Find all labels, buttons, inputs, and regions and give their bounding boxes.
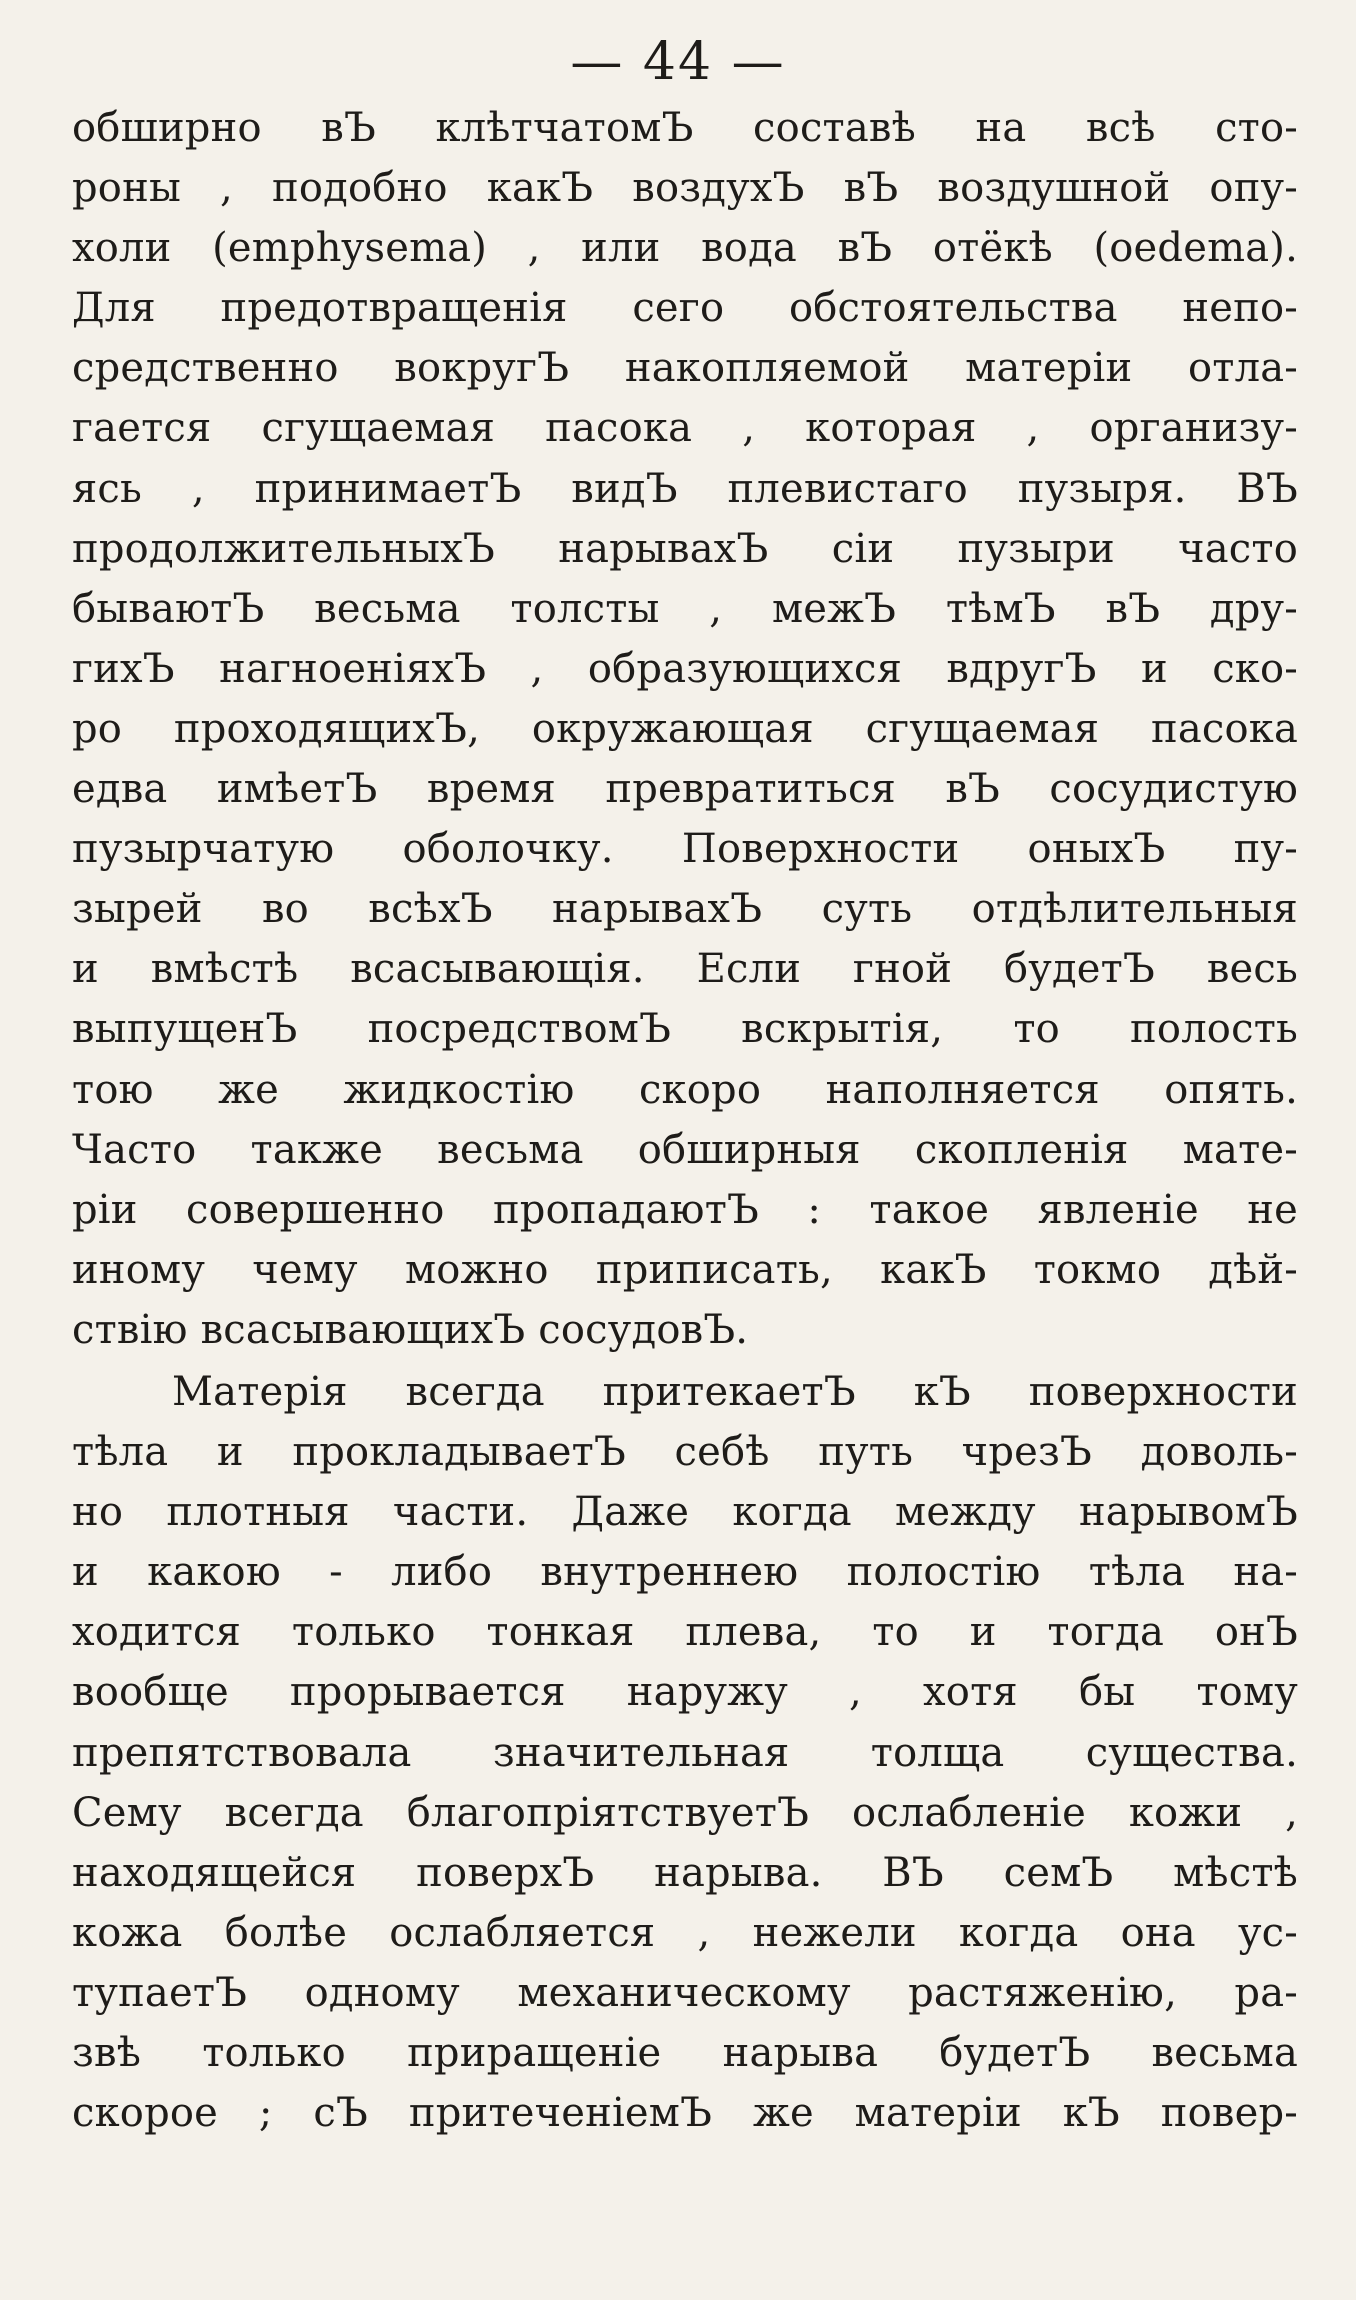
text-line: тѣла и прокладываетЪ себѣ путь чрезЪ доволь- [72,1429,1298,1476]
text-line: ясь , принимаетЪ видЪ плевистаго пузыря. ВЪ [72,465,1298,512]
text-line: кожа болѣе ослабляется , нежели когда она ус- [72,1909,1298,1956]
text-line: выпущенЪ посредствомЪ вскрытія, то полость [72,1006,1298,1053]
text-line: ходится только тонкая плева, то и тогда онЪ [72,1609,1298,1656]
text-line: гихЪ нагноеніяхЪ , образующихся вдругЪ и ско- [72,645,1298,692]
text-line: гается сгущаемая пасока , которая , организу- [72,405,1298,452]
text-line: ріи совершенно пропадаютЪ : такое явленіе не [72,1186,1298,1233]
text-line: тупаетЪ одному механическому растяженію, ра- [72,1969,1298,2016]
text-line: и вмѣстѣ всасывающія. Если гной будетЪ весь [72,946,1298,993]
text-line: бываютЪ весьма толсты , межЪ тѣмЪ вЪ дру- [72,585,1298,632]
text-line: вообще прорывается наружу , хотя бы тому [72,1669,1298,1716]
text-line: средственно вокругЪ накопляемой матеріи отла- [72,345,1298,392]
paragraph-1 [72,98,1298,1360]
text-line: Часто также весьма обширныя скопленія мате- [72,1126,1298,1173]
text-line: пузырчатую оболочку. Поверхности оныхЪ пу- [72,826,1298,873]
text-line: тою же жидкостію скоро наполняется опять. [72,1066,1298,1113]
text-line: иному чему можно приписать, какЪ токмо дѣй- [72,1246,1298,1293]
text-line: Сему всегда благопріятствуетЪ ослабленіе кожи , [72,1789,1298,1836]
text-line: но плотныя части. Даже когда между нарывомЪ [72,1489,1298,1536]
text-line: зырей во всѣхЪ нарывахЪ суть отдѣлительныя [72,886,1298,933]
text-line: роны , подобно какЪ воздухЪ вЪ воздушной опу- [72,165,1298,212]
text-line: едва имѣетЪ время превратиться вЪ сосудистую [72,766,1298,813]
text-line: холи (emphysema) , или вода вЪ отёкѣ (oedema). [72,225,1298,272]
text-line: находящейся поверхЪ нарыва. ВЪ семЪ мѣстѣ [72,1849,1298,1896]
text-line: ствію всасывающихЪ сосудовЪ. [72,1306,749,1353]
text-line: звѣ только приращеніе нарыва будетЪ весьма [72,2030,1298,2076]
text-line: продолжительныхЪ нарывахЪ сіи пузыри часто [72,525,1298,572]
page-number: — 44 — [570,32,786,92]
text-line: скорое ; сЪ притеченіемЪ же матеріи кЪ повер- [72,2090,1298,2137]
text-line: препятствовала значительная толща существа. [72,1729,1298,1776]
text-line: Матерія всегда притекаетЪ кЪ поверхности [172,1368,1298,1415]
paragraph-2 [72,1362,1298,2143]
body-text [72,98,1298,2143]
text-line: обширно вЪ клѣтчатомЪ составѣ на всѣ сто- [72,105,1298,151]
text-line: ро проходящихЪ, окружающая сгущаемая пасока [72,705,1298,752]
text-line: Для предотвращенія сего обстоятельства непо- [72,285,1298,332]
text-line: и какою - либо внутреннею полостію тѣла на- [72,1549,1298,1596]
